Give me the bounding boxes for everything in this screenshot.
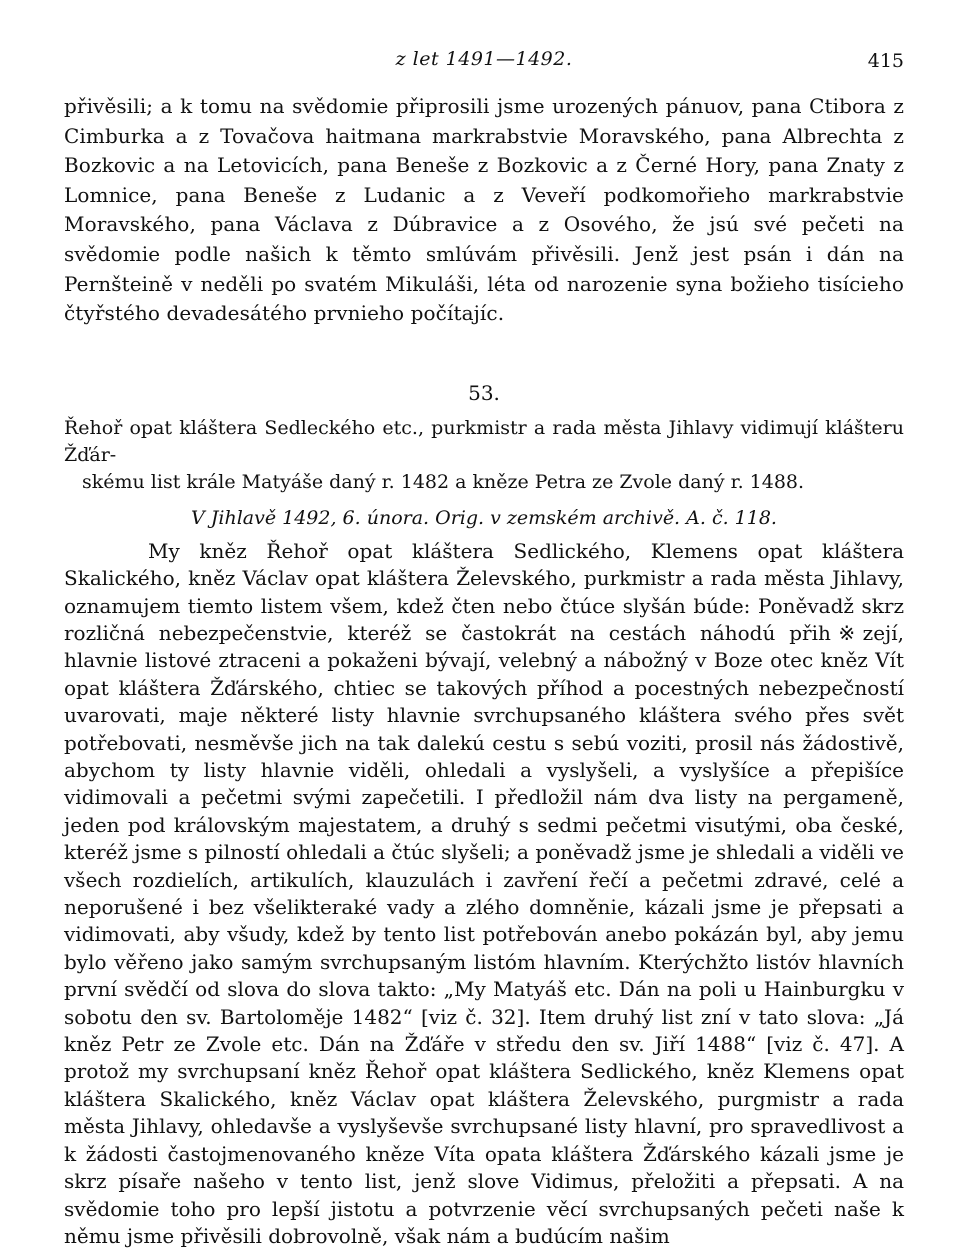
document-regest <box>64 415 904 496</box>
running-head <box>64 40 904 80</box>
book-page <box>64 40 904 1250</box>
carryover-paragraph: přivěsili; a k tomu na svědomie připrosili jsme urozených pánuov, pana Ctibora z Cimburka a z Tovačova haitmana markrabstvie Moravského, pana Albrechta z Bozkovic a na Letovicích, pana Beneše z Bozkovic a z Černé Hory, pana Znaty z Lomnice, pana Beneše z Ludanic a z Veveří podkomořieho markrabstvie Moravského, pana Václava z Dúbravice a z Osového, že jsú své pečeti na svědomie podle našich k těmto smlúvám přivěsili. Jenž jest psán i dán na Pernšteině v neděli po svatém Mikuláši, léta od narozenie syna božieho tisícieho čtyřstého devadesátého prvnieho počítajíc. <box>64 94 904 326</box>
running-title: z let 1491—1492. <box>395 48 573 70</box>
regest-line-2: skému list krále Matyáše daný r. 1482 a kněze Petra ze Zvole daný r. 1488. <box>82 470 805 493</box>
document-source: V Jihlavě 1492, 6. února. Orig. v zemském archivě. A. č. 118. <box>191 506 777 529</box>
page-number: 415 <box>867 50 904 72</box>
regest-line-1: Řehoř opat kláštera Sedleckého etc., purkmistr a rada města Jihlavy vidimují klášteru Žďár- <box>64 416 904 466</box>
document-text-block <box>64 538 904 1250</box>
document-number: 53. <box>468 380 500 405</box>
document-text: My kněz Řehoř opat kláštera Sedlického, Klemens opat kláštera Skalického, kněz Václav opat kláštera Želevského, purkmistr a rada města Jihlavy, oznamujem tiemto listem všem, kdež čten nebo čtúce slyšán búde: Poněvadž skrz rozličná nebezpečenstvie, kteréž se častokrát na cestách náhodú přih※zejí, hlavnie listové ztraceni a pokaženi bývají, velebný a nábožný v Boze otec kněz Vít opat kláštera Žďárského, chtiec se takových příhod a pocestných nebezpečností uvarovati, maje některé listy hlavnie svrchupsaného kláštera svého přes svět potřebovati, nesměvše jich na tak dalekú cestu s sebú voziti, prosil nás žádostivě, abychom ty listy hlavnie viděli, ohledali a vyslyšeli, a vyslyšíce a přepišíce vidimovali a pečetmi svými zapečetili. I předložil nám dva listy na pergameně, jeden pod královským majestatem, a druhý s sedmi pečetmi visutými, oba české, kteréž jsme s pilností ohledali a čtúc slyšeli; a poněvadž jsme je shledali a viděli ve všech rozdielích, artikulích, klauzulách i zavření řečí a pečetmi zdravé, celé a neporušené i bez všelikteraké vady a zlého domněnie, kázali jsme je přepsati a vidimovati, aby všudy, kdež by tento list potřebován anebo pokázán byl, aby jemu bylo věřeno jako samým svrchupsaným listóm hlavním. Kterýchžto listóv hlavních první svědčí od slova do slova takto: „My Matyáš etc. Dán na poli u Hainburgku v sobotu den sv. Bartoloměje 1482“ [viz č. 32]. Item druhý list zní v tato slova: „Já kněz Petr ze Zvole etc. Dán na Žďáře v středu den sv. Jiří 1488“ [viz č. 47]. A protož my svrchupsaní kněz Řehoř opat kláštera Sedlického, kněz Klemens opat kláštera Skalického, kněz Václav opat kláštera Želevského, purgmistr a rada města Jihlavy, ohledavše a vyslyševše svrchupsané listy hlavní, pro spravedlivost a k žádosti častojmenovaného kněze Víta opata kláštera Žďárského kázali jsme je skrz písaře našeho v tento list, jenž slove Vidimus, přeložiti a přepsati. A na svědomie toho pro lepší jistotu a potvrzenie věcí svrchupsaných pečeti naše k němu jsme přivěsili dobrovolně, však nám a budúcím našim <box>64 538 904 1248</box>
